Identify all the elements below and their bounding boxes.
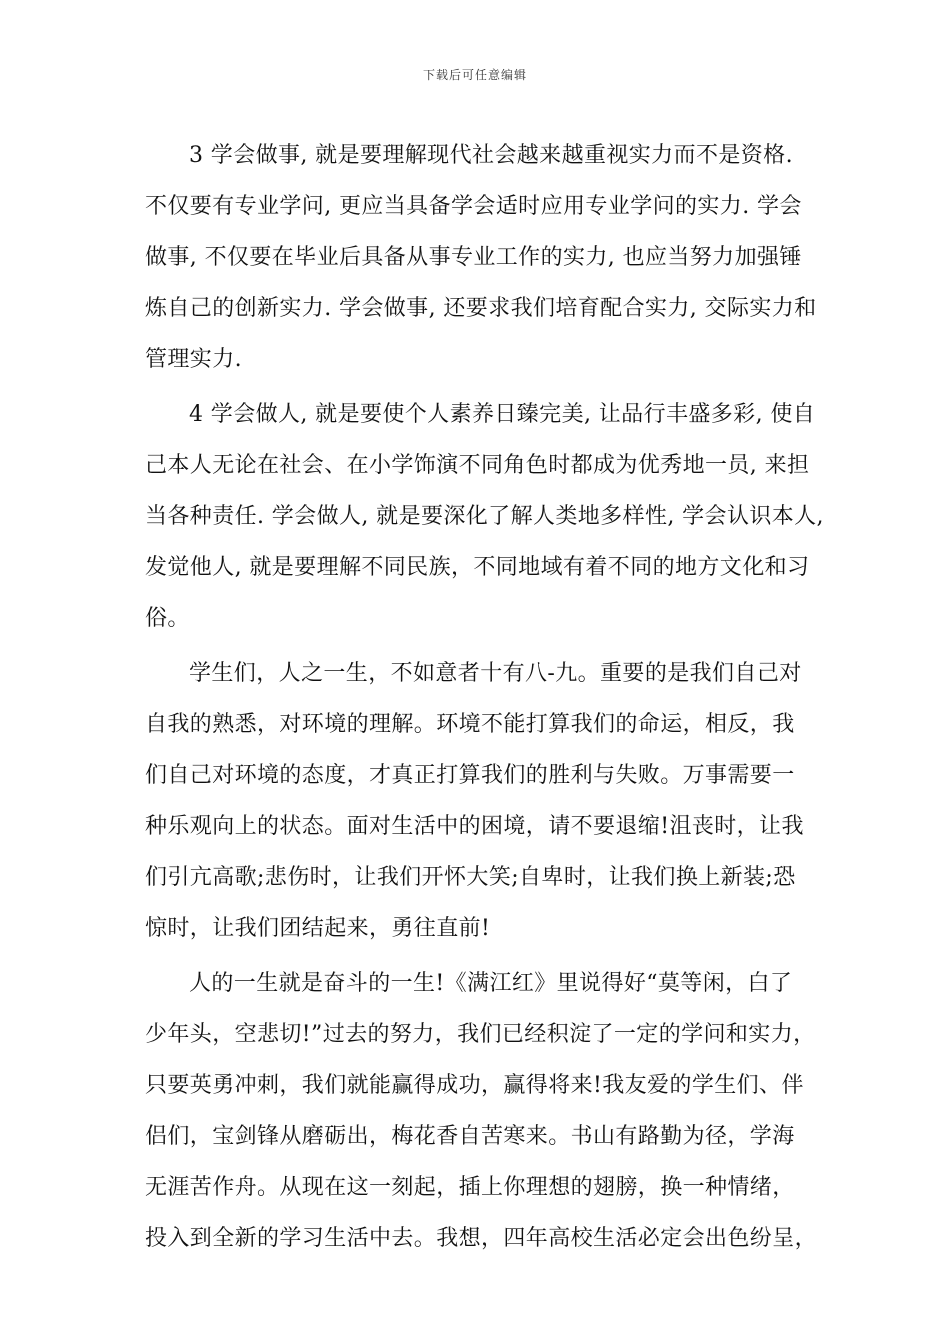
text-line: 人的一生就是奋斗的一生!《满江红》里说得好“莫等闲，白了 [189,971,793,996]
text-line: 炼自己的创新实力. 学会做事, 还要求我们培育配合实力, 交际实力和 [145,296,817,321]
text-line: 发觉他人, 就是要理解不同民族，不同地域有着不同的地方文化和习 [145,555,810,580]
text-line: 3 学会做事, 就是要理解现代社会越来越重视实力而不是资格. [189,143,793,168]
text-line: 侣们，宝剑锋从磨砺出，梅花香自苦寒来。书山有路勤为径，学海 [145,1124,795,1149]
paragraph-life-struggle [145,958,818,1264]
text-line: 只要英勇冲刺，我们就能赢得成功，赢得将来!我友爱的学生们、伴 [145,1073,804,1098]
text-line: 做事, 不仅要在毕业后具备从事专业工作的实力, 也应当努力加强锤 [145,245,802,270]
page-header: 下载后可任意编辑 [422,68,527,82]
text-line: 管理实力. [145,347,242,372]
document-body [145,130,824,1264]
text-line: 俗。 [145,606,190,631]
text-line: 投入到全新的学习生活中去。我想，四年高校生活必定会出色纷呈， [145,1226,818,1251]
text-line: 己本人无论在社会、在小学饰演不同角色时都成为优秀地一员, 来担 [145,453,810,478]
text-line: 当各种责任. 学会做人, 就是要深化了解人类地多样性, 学会认识本人, [145,504,824,529]
text-line: 不仅要有专业学问, 更应当具备学会适时应用专业学问的实力. 学会 [145,194,802,219]
text-line: 们引亢高歌;悲伤时，让我们开怀大笑;自卑时，让我们换上新装;恐 [145,865,796,890]
text-line: 们自己对环境的态度，才真正打算我们的胜利与失败。万事需要一 [145,763,795,788]
paragraph-learn-to-work [145,130,815,385]
text-line: 少年头，空悲切!”过去的努力，我们已经积淀了一定的学问和实力， [145,1022,816,1047]
paragraph-learn-to-be [145,389,824,644]
text-line: 惊时，让我们团结起来，勇往直前! [145,916,491,941]
paragraph-students [145,648,815,954]
text-line: 种乐观向上的状态。面对生活中的困境，请不要退缩!沮丧时，让我 [145,814,804,839]
text-line: 学生们，人之一生，不如意者十有八-九。重要的是我们自己对 [189,661,802,686]
text-line: 自我的熟悉，对环境的理解。环境不能打算我们的命运，相反，我 [145,712,795,737]
text-line: 4 学会做人, 就是要使个人素养日臻完美, 让品行丰盛多彩, 使自 [189,402,816,427]
text-line: 无涯苦作舟。从现在这一刻起，插上你理想的翅膀，换一种情绪， [145,1175,795,1200]
